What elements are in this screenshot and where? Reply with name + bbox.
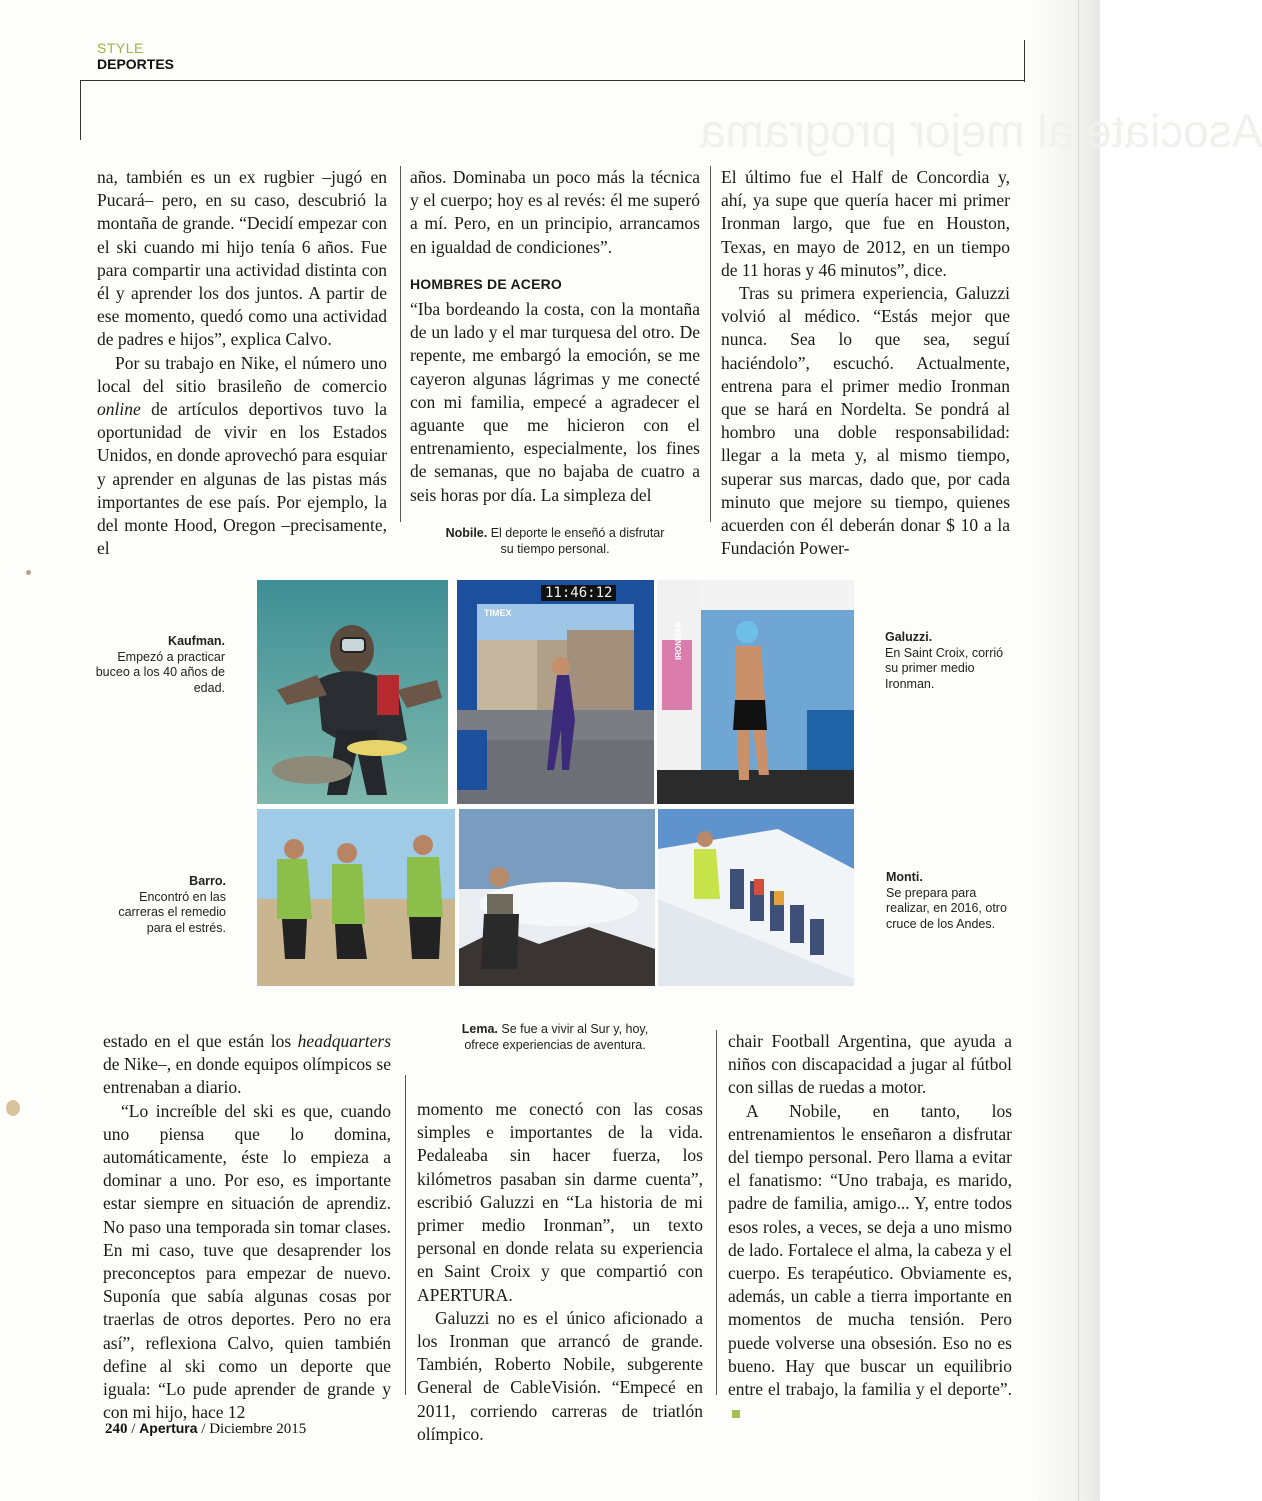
paper-stain [6, 1100, 20, 1116]
paragraph: na, también es un ex rugbier –jugó en Pucará– pero, en su caso, descubrió la montaña de grande. “Decidí empezar con el ski cuando mi hijo tenía 6 años. Fue para compartir una actividad distinta con él y aprender los dos juntos. A partir de ese momento, quedó como una actividad de padres e hijos”, explica Calvo. [97, 167, 387, 350]
timex-label: TIMEX [484, 608, 512, 618]
header-left-rule [80, 80, 81, 140]
caption-text: Se fue a vivir al Sur y, hoy, ofrece experiencias de aventura. [464, 1022, 649, 1052]
caption-lema [460, 1022, 650, 1053]
header-kicker: STYLE [97, 40, 144, 56]
header-section: DEPORTES [97, 56, 175, 72]
photo-kaufman-diving [257, 580, 448, 804]
paragraph: años. Dominaba un poco más la técnica y el cuerpo; hoy es al revés: él me superó a mí. Pero, en un principio, arrancamos en igualdad de condiciones”. [410, 167, 700, 257]
column-bottom-left [103, 1030, 391, 1424]
paragraph [103, 1030, 391, 1100]
text-run: de artículos deportivos tuvo la oportunidad de vivir en los Estados Unidos, en donde aprovechó para esquiar y aprender en algunas de las pistas más importantes de ese país. Por ejemplo, la del monte Hood, Oregon –precisamente, el [97, 399, 387, 559]
caption-name: Kaufman. [168, 634, 225, 648]
page-edge [1038, 0, 1100, 1501]
column-top-left [97, 166, 387, 560]
photo-lema-mountain [459, 809, 655, 986]
caption-name: Monti. [886, 870, 923, 884]
paragraph: El último fue el Half de Concordia y, ahí, ya supe que quería hacer mi primer Ironman largo, que fue en Houston, Texas, en mayo de 2012, en un tiempo de 11 horas y 46 minutos”, dice. [721, 167, 1010, 280]
paragraph: chair Football Argentina, que ayuda a niños con discapacidad a jugar al fútbol con sillas de ruedas a motor. [728, 1031, 1012, 1098]
italic-run: online [97, 399, 141, 420]
caption-text: Empezó a practicar buceo a los 40 años de edad. [95, 649, 225, 695]
caption-barro [100, 874, 226, 936]
text-run: estado en el que están los [103, 1031, 298, 1051]
folio-separator: / [127, 1421, 140, 1437]
column-top-right [721, 166, 1010, 560]
column-divider [400, 166, 401, 522]
caption-galuzzi [885, 630, 1015, 692]
page-number: 240 [105, 1421, 128, 1437]
text-run: A Nobile, en tanto, los entrenamientos le enseñaron a disfrutar del tiempo personal. Pero llama a evitar el fanatismo: “Uno trabaja, es marido, padre de familia, amigo... Y, entre todos esos roles, a veces, se deja a uno mismo de lado. Fortalece el alma, la cabeza y el cuerpo. Es terapéutico. Obviamente es, además, un cable a tierra importante en momentos de mucha tensión. Pero puede volverse una obsesión. Eso no es bueno. Hay que buscar un equilibrio entre el trabajo, la familia y el deporte”. [728, 1100, 1012, 1400]
caption-text: En Saint Croix, corrió su primer medio Ironman. [885, 645, 1004, 691]
column-top-middle [410, 166, 700, 507]
paragraph: Galuzzi no es el único aficionado a los Ironman que arrancó de grande. También, Roberto Nobile, subgerente General de CableVisión. “Empecé en 2011, corriendo carreras de triatlón olímpico. [417, 1307, 703, 1444]
paragraph [728, 1100, 1012, 1425]
caption-text: El deporte le enseñó a disfrutar su tiempo personal. [487, 526, 665, 556]
column-divider [405, 1075, 406, 1395]
page-folio [105, 1420, 306, 1438]
magazine-name: Apertura [139, 1420, 198, 1436]
italic-run: headquarters [297, 1031, 391, 1051]
caption-monti [886, 870, 1012, 932]
caption-kaufman [95, 634, 225, 696]
show-through-text: Asociate al mejor programa [700, 105, 1262, 157]
subheading: HOMBRES DE ACERO [410, 275, 563, 292]
header-rule [80, 80, 1025, 81]
paper-speck [26, 570, 31, 575]
caption-name: Barro. [189, 874, 226, 888]
race-clock: 11:46:12 [541, 585, 616, 601]
end-mark [732, 1410, 740, 1418]
text-run: de Nike–, en donde equipos olímpicos se entrenaban a diario. [103, 1054, 391, 1098]
paragraph: Tras su primera experiencia, Galuzzi volvió al médico. “Estás mejor que nunca. Sea lo que sea, seguí haciéndolo”, escuchó. Actualmente, entrena para el primer medio Ironman que se hará en Nordelta. Se pondrá al hombro una doble responsabilidad: llegar a la meta y, al mismo tiempo, superar sus marcas, dado que, por cada minuto que mejore su tiempo, quienes acuerden con él deberán donar $ 10 a la Fundación Power- [721, 283, 1010, 559]
photo-barro-running [257, 809, 455, 986]
caption-name: Galuzzi. [885, 630, 933, 644]
paragraph: “Lo increíble del ski es que, cuando uno piensa que lo domina, automáticamente, éste lo empieza a dominar a uno. Por eso, es importante estar siempre en situación de aprendiz. No paso una temporada sin tomar clases. En mi caso, tuve que desaprender los preconceptos para empezar de nuevo. Suponía que sabía algunas cosas por traerlas de otros deportes. Pero no era así”, reflexiona Calvo, quien también define al ski como un deporte que iguala: “Lo pude aprender de grande y con mi hijo, hace 12 [103, 1100, 391, 1423]
issue-date: Diciembre 2015 [209, 1421, 307, 1437]
photo-galuzzi-ironman [657, 580, 854, 804]
text-run: Por su trabajo en Nike, el número uno local del sitio brasileño de comercio [97, 352, 387, 396]
page-fold-line [1078, 0, 1079, 1501]
paragraph: “Iba bordeando la costa, con la montaña de un lado y el mar turquesa del otro. De repente, me embargó la emoción, se me cayeron algunas lágrimas y me conecté con mi familia, empecé a agradecer el aguante que me hicieron con el entrenamiento, especialmente, los fines de semanas, que no bajaba de cuatro a seis horas por día. La simpleza del [410, 299, 700, 505]
paragraph [97, 352, 387, 561]
ironman-banner: IRONMAN [674, 621, 683, 660]
column-bottom-right [728, 1030, 1012, 1424]
column-divider [710, 166, 711, 522]
caption-text: Se prepara para realizar, en 2016, otro cruce de los Andes. [886, 885, 1007, 931]
column-divider [716, 1030, 717, 1395]
caption-text: Encontró en las carreras el remedio para el estrés. [118, 889, 226, 935]
caption-name: Nobile. [445, 526, 488, 540]
folio-separator: / [197, 1421, 210, 1437]
caption-nobile [445, 526, 665, 557]
column-bottom-middle [417, 1098, 703, 1446]
photo-nobile-finish [457, 580, 654, 804]
photo-monti-andes [658, 809, 854, 986]
header-right-rule [1024, 40, 1025, 82]
paragraph: momento me conectó con las cosas simples e importantes de la vida. Pedaleaba sin hacer fuerza, los kilómetros pasaban sin darme cuenta”, escribió Galuzzi en “La historia de mi primer medio Ironman”, un texto personal en donde relata su experiencia en Saint Croix y que compartió con APERTURA. [417, 1099, 703, 1305]
caption-name: Lema. [461, 1022, 498, 1036]
